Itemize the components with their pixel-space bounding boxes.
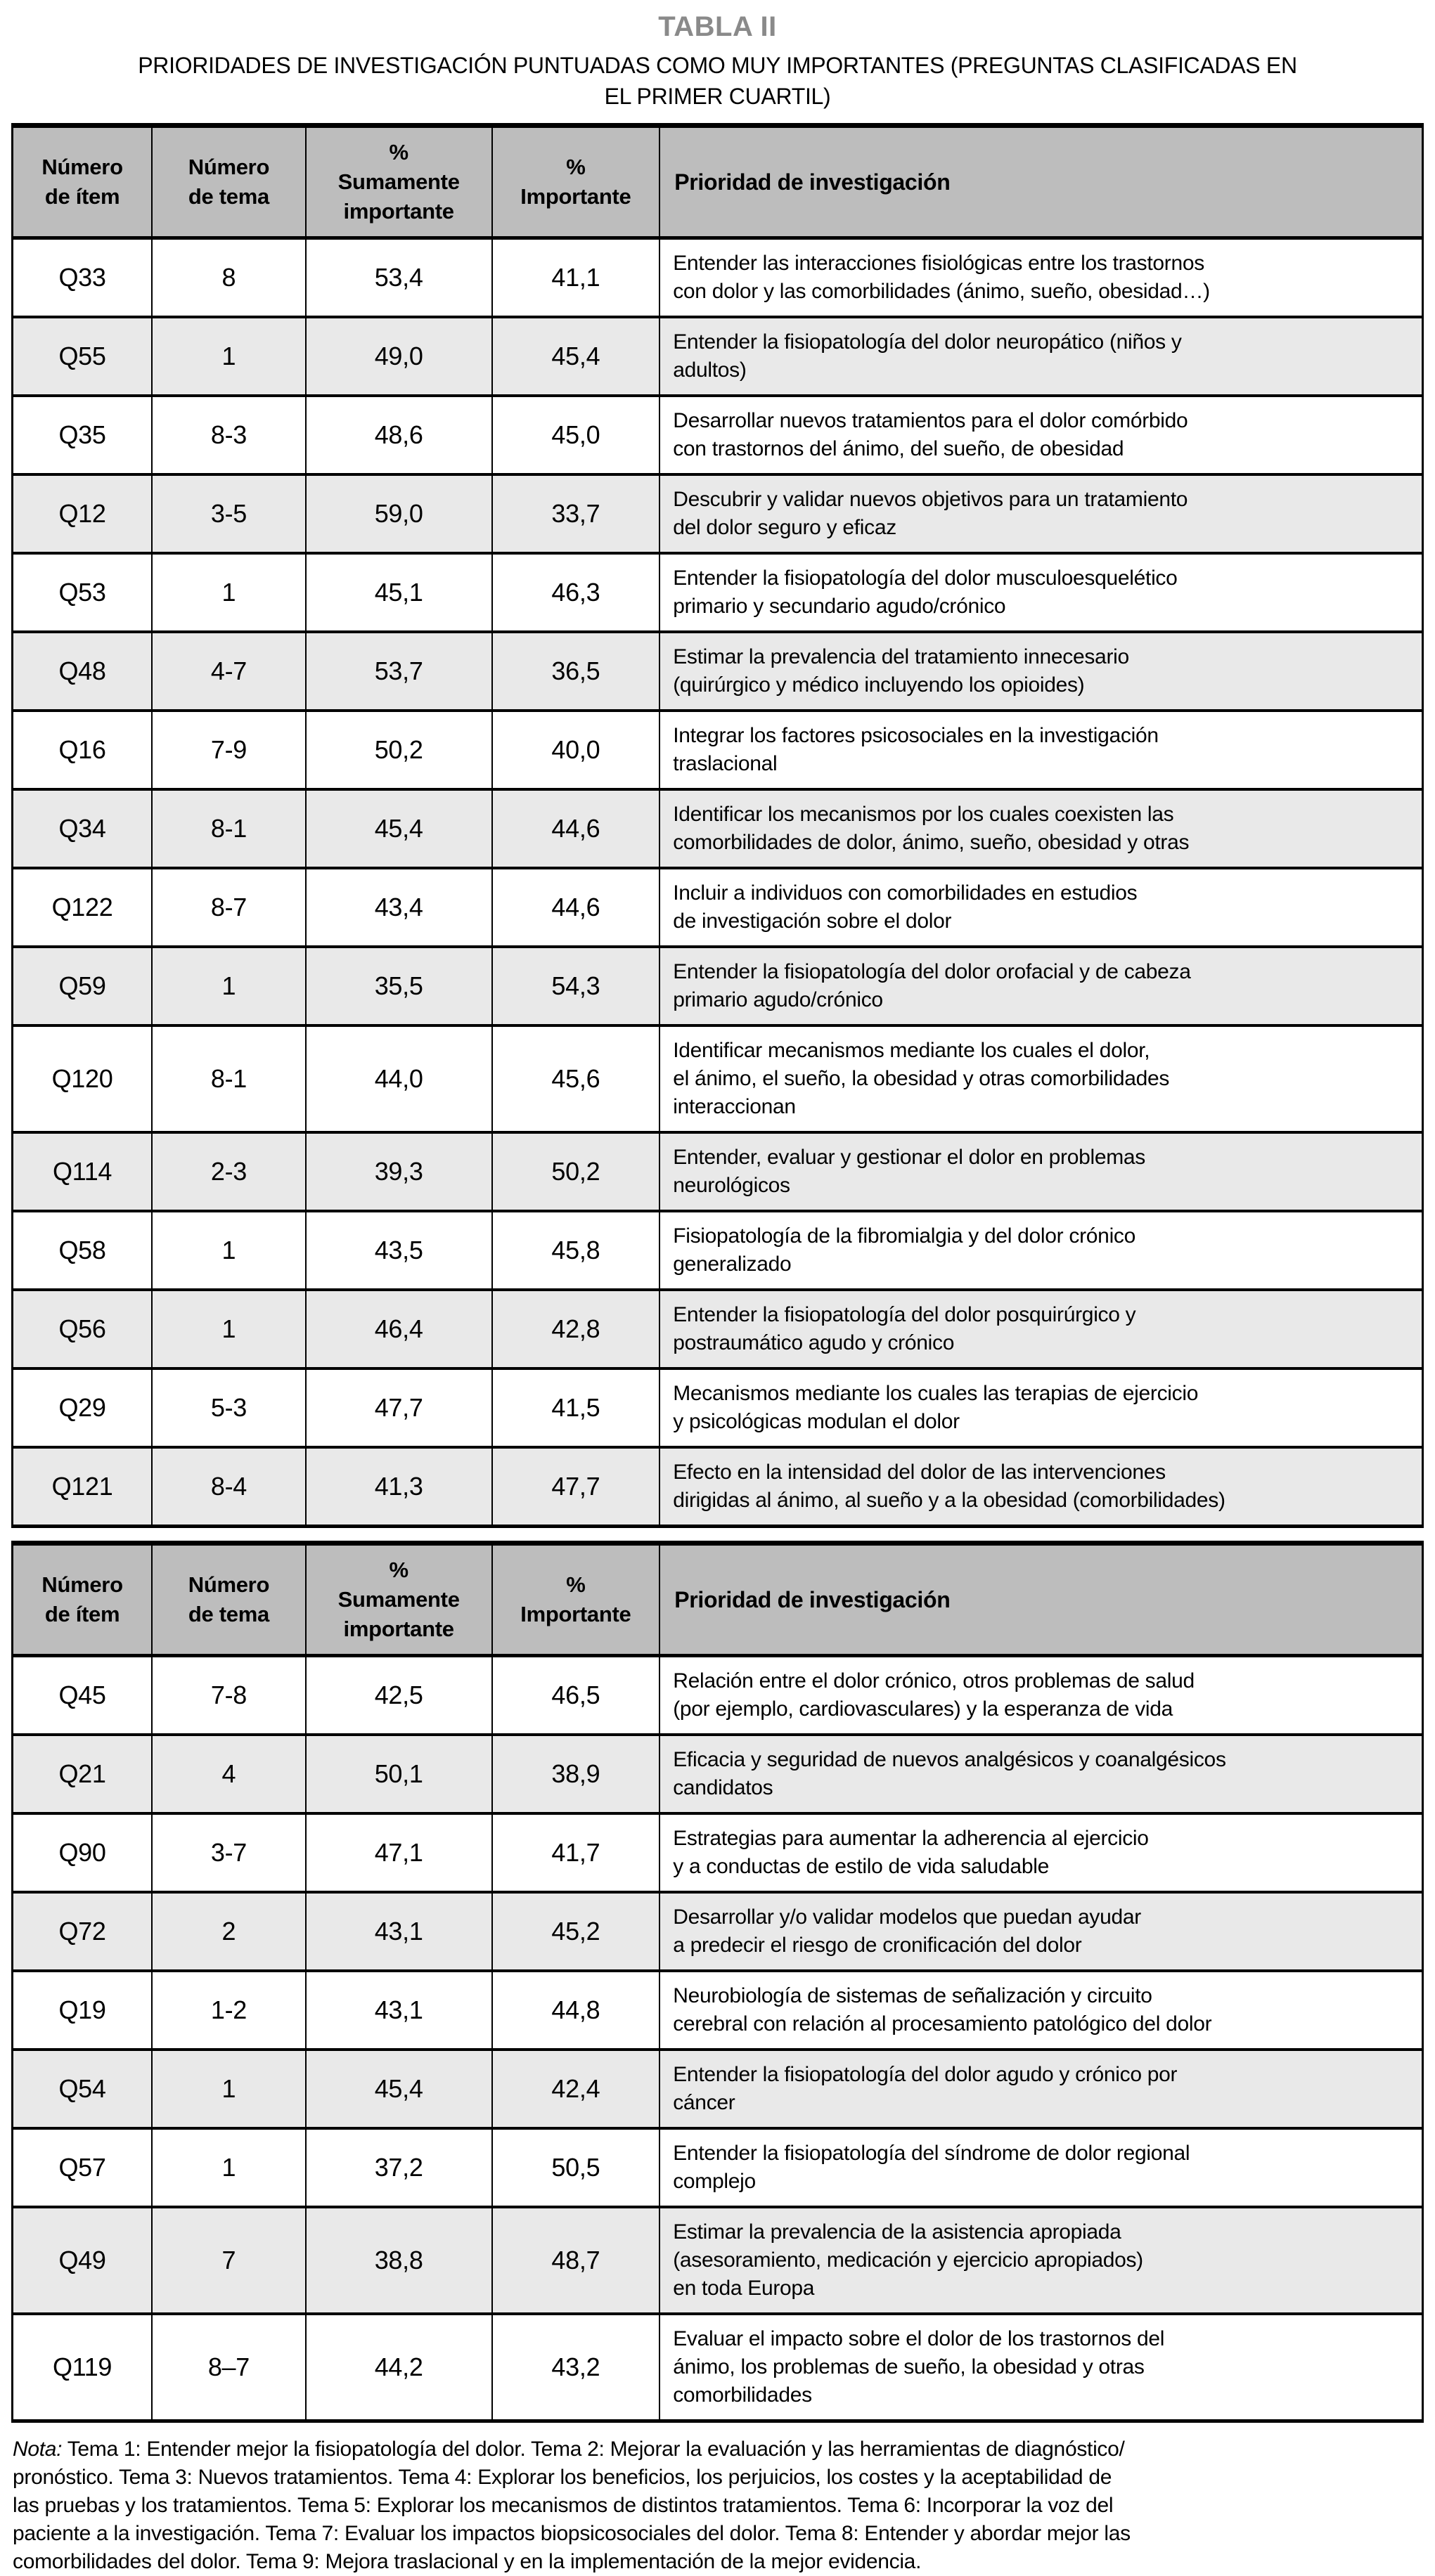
table-row [13, 1132, 1423, 1211]
theme-number-cell: 8 [152, 238, 306, 318]
priority-text-line: de investigación sobre el dolor [673, 910, 952, 933]
priority-text-cell [659, 632, 1422, 711]
header-item-number-line: Número [41, 1572, 123, 1597]
priority-text-line: y a conductas de estilo de vida saludable [673, 1855, 1049, 1878]
item-number-cell: Q121 [13, 1447, 153, 1527]
priority-text-line: Descubrir y validar nuevos objetivos para un tratamiento [673, 488, 1188, 511]
table-row [13, 868, 1423, 947]
priority-text-line: postraumático agudo y crónico [673, 1331, 955, 1354]
importante-pct-cell: 50,2 [492, 1132, 660, 1211]
header-row [13, 126, 1423, 238]
item-number-cell: Q33 [13, 238, 153, 318]
priority-text-line: con trastornos del ánimo, del sueño, de obesidad [673, 437, 1124, 460]
theme-number-cell: 1 [152, 947, 306, 1025]
priority-text-line: Eficacia y seguridad de nuevos analgésicos y coanalgésicos [673, 1748, 1226, 1771]
theme-number-cell: 7 [152, 2207, 306, 2314]
priority-text-line: Entender las interacciones fisiológicas entre los trastornos [673, 252, 1204, 275]
priority-text-line: (por ejemplo, cardiovasculares) y la esperanza de vida [673, 1697, 1173, 1721]
note-text: Tema 1: Entender mejor la fisiopatología del dolor. Tema 2: Mejorar la evaluación y las herramientas de diagnóstico/ [67, 2438, 1125, 2461]
item-number-cell: Q49 [13, 2207, 153, 2314]
table-row [13, 1290, 1423, 1368]
importante-pct-cell: 50,5 [492, 2128, 660, 2207]
priority-text-line: Identificar mecanismos mediante los cuales el dolor, [673, 1039, 1150, 1062]
priority-text-cell [659, 1656, 1422, 1735]
note-line: comorbilidades del dolor. Tema 9: Mejora traslacional y en la implementación de la mejor evidencia. [13, 2550, 922, 2573]
sumamente-pct-cell: 43,1 [306, 1971, 492, 2050]
priority-text-cell [659, 238, 1422, 318]
priority-text-line: (quirúrgico y médico incluyendo los opioides) [673, 673, 1085, 697]
header-sumamente-pct-line: importante [343, 1617, 454, 1641]
table-row [13, 711, 1423, 789]
sumamente-pct-cell: 37,2 [306, 2128, 492, 2207]
table-row [13, 1368, 1423, 1447]
theme-number-cell: 7-8 [152, 1656, 306, 1735]
sumamente-pct-cell: 44,0 [306, 1025, 492, 1132]
item-number-cell: Q57 [13, 2128, 153, 2207]
priority-text-line: cáncer [673, 2091, 735, 2114]
item-number-cell: Q56 [13, 1290, 153, 1368]
theme-number-cell: 1-2 [152, 1971, 306, 2050]
priority-text-line: Fisiopatología de la fibromialgia y del dolor crónico [673, 1224, 1136, 1248]
table-note [13, 2435, 1422, 2576]
priority-text-cell [659, 2128, 1422, 2207]
table-row [13, 1735, 1423, 1813]
header-sumamente-pct-line: % [389, 140, 408, 164]
theme-number-cell: 7-9 [152, 711, 306, 789]
priority-text-line: comorbilidades [673, 2383, 812, 2407]
importante-pct-cell: 45,4 [492, 317, 660, 396]
table-row [13, 2314, 1423, 2421]
priority-text-cell [659, 2050, 1422, 2128]
sumamente-pct-cell: 35,5 [306, 947, 492, 1025]
page-subtitle-line-1: PRIORIDADES DE INVESTIGACIÓN PUNTUADAS COMO MUY IMPORTANTES (PREGUNTAS CLASIFICADAS EN [138, 53, 1297, 78]
item-number-cell: Q19 [13, 1971, 153, 2050]
priority-text-line: ánimo, los problemas de sueño, la obesidad y otras [673, 2355, 1145, 2378]
priority-text-line: Entender la fisiopatología del dolor posquirúrgico y [673, 1303, 1136, 1326]
priority-text-line: Entender la fisiopatología del dolor neuropático (niños y [673, 330, 1182, 354]
priority-text-line: complejo [673, 2170, 756, 2193]
page-subtitle-line-2: EL PRIMER CUARTIL) [604, 84, 831, 109]
header-sumamente-pct-line: Sumamente [337, 169, 460, 194]
priorities-table-part-1 [11, 123, 1424, 1528]
table-row [13, 317, 1423, 396]
table-row [13, 1447, 1423, 1527]
theme-number-cell: 3-5 [152, 474, 306, 553]
header-theme-number-line: Número [188, 1572, 270, 1597]
header-priority: Prioridad de investigación [659, 1543, 1422, 1656]
header-theme-number [152, 126, 306, 238]
page [0, 11, 1435, 2573]
priority-text-line: candidatos [673, 1776, 773, 1799]
table-row [13, 1211, 1423, 1290]
priority-text-line: a predecir el riesgo de cronificación del dolor [673, 1934, 1082, 1957]
table-row [13, 1813, 1423, 1892]
priority-text-line: Desarrollar nuevos tratamientos para el dolor comórbido [673, 409, 1188, 432]
importante-pct-cell: 33,7 [492, 474, 660, 553]
item-number-cell: Q53 [13, 553, 153, 632]
theme-number-cell: 1 [152, 553, 306, 632]
page-subtitle [0, 50, 1435, 112]
sumamente-pct-cell: 49,0 [306, 317, 492, 396]
priority-text-cell [659, 1735, 1422, 1813]
priority-text-line: adultos) [673, 358, 747, 382]
priority-text-line: Entender la fisiopatología del dolor orofacial y de cabeza [673, 960, 1191, 983]
priority-text-cell [659, 1447, 1422, 1527]
priority-text-line: Efecto en la intensidad del dolor de las intervenciones [673, 1461, 1166, 1484]
theme-number-cell: 4 [152, 1735, 306, 1813]
header-importante-pct-line: Importante [520, 184, 631, 209]
tables-container [11, 123, 1424, 2423]
note-line: paciente a la investigación. Tema 7: Evaluar los impactos biopsicosociales del dolor. Tema 8: Entender y abordar mejor las [13, 2522, 1131, 2545]
table-row [13, 474, 1423, 553]
header-sumamente-pct-line: Sumamente [337, 1587, 460, 1612]
importante-pct-cell: 40,0 [492, 711, 660, 789]
item-number-cell: Q45 [13, 1656, 153, 1735]
priority-text-cell [659, 711, 1422, 789]
header-importante-pct-line: % [566, 1572, 586, 1597]
priority-text-line: Desarrollar y/o validar modelos que puedan ayudar [673, 1905, 1141, 1929]
sumamente-pct-cell: 50,1 [306, 1735, 492, 1813]
sumamente-pct-cell: 45,1 [306, 553, 492, 632]
header-item-number [13, 1543, 153, 1656]
priority-text-line: cerebral con relación al procesamiento patológico del dolor [673, 2012, 1212, 2035]
table-row [13, 2128, 1423, 2207]
header-importante-pct [492, 126, 660, 238]
priority-text-line: generalizado [673, 1253, 792, 1276]
header-priority: Prioridad de investigación [659, 126, 1422, 238]
table-row [13, 553, 1423, 632]
priority-text-line: Entender, evaluar y gestionar el dolor en problemas [673, 1146, 1146, 1169]
priority-text-cell [659, 1025, 1422, 1132]
header-theme-number-line: de tema [188, 184, 269, 209]
priority-text-cell [659, 1813, 1422, 1892]
priority-text-line: neurológicos [673, 1174, 790, 1197]
item-number-cell: Q119 [13, 2314, 153, 2421]
priority-text-line: Estrategias para aumentar la adherencia al ejercicio [673, 1827, 1149, 1850]
item-number-cell: Q120 [13, 1025, 153, 1132]
priority-text-line: con dolor y las comorbilidades (ánimo, sueño, obesidad…) [673, 280, 1210, 303]
theme-number-cell: 5-3 [152, 1368, 306, 1447]
header-item-number-line: Número [41, 155, 123, 179]
importante-pct-cell: 44,8 [492, 1971, 660, 2050]
priority-text-line: traslacional [673, 752, 778, 775]
note-line: pronóstico. Tema 3: Nuevos tratamientos. Tema 4: Explorar los beneficios, los perjuicios, los costes y la aceptabilidad de [13, 2466, 1112, 2489]
item-number-cell: Q58 [13, 1211, 153, 1290]
header-item-number-line: de ítem [44, 184, 120, 209]
importante-pct-cell: 36,5 [492, 632, 660, 711]
importante-pct-cell: 48,7 [492, 2207, 660, 2314]
item-number-cell: Q16 [13, 711, 153, 789]
table-row [13, 1656, 1423, 1735]
importante-pct-cell: 43,2 [492, 2314, 660, 2421]
priority-text-line: Entender la fisiopatología del síndrome de dolor regional [673, 2142, 1190, 2165]
priority-text-line: y psicológicas modulan el dolor [673, 1410, 960, 1433]
header-importante-pct-line: Importante [520, 1602, 631, 1626]
sumamente-pct-cell: 50,2 [306, 711, 492, 789]
item-number-cell: Q90 [13, 1813, 153, 1892]
priority-text-cell [659, 947, 1422, 1025]
table-row [13, 396, 1423, 474]
sumamente-pct-cell: 45,4 [306, 2050, 492, 2128]
priority-text-cell [659, 553, 1422, 632]
sumamente-pct-cell: 53,4 [306, 238, 492, 318]
importante-pct-cell: 41,1 [492, 238, 660, 318]
sumamente-pct-cell: 46,4 [306, 1290, 492, 1368]
theme-number-cell: 2 [152, 1892, 306, 1971]
theme-number-cell: 1 [152, 1211, 306, 1290]
importante-pct-cell: 45,0 [492, 396, 660, 474]
header-importante-pct [492, 1543, 660, 1656]
sumamente-pct-cell: 53,7 [306, 632, 492, 711]
importante-pct-cell: 45,6 [492, 1025, 660, 1132]
theme-number-cell: 1 [152, 2050, 306, 2128]
importante-pct-cell: 41,5 [492, 1368, 660, 1447]
item-number-cell: Q21 [13, 1735, 153, 1813]
priority-text-line: Incluir a individuos con comorbilidades en estudios [673, 881, 1138, 905]
item-number-cell: Q48 [13, 632, 153, 711]
header-theme-number-line: Número [188, 155, 270, 179]
sumamente-pct-cell: 41,3 [306, 1447, 492, 1527]
priority-text-line: el ánimo, el sueño, la obesidad y otras comorbilidades [673, 1067, 1170, 1090]
priorities-table-part-2 [11, 1541, 1424, 2423]
priority-text-line: comorbilidades de dolor, ánimo, sueño, obesidad y otras [673, 831, 1190, 854]
sumamente-pct-cell: 59,0 [306, 474, 492, 553]
priority-text-line: Estimar la prevalencia de la asistencia apropiada [673, 2220, 1121, 2244]
priority-text-line: interaccionan [673, 1095, 796, 1118]
importante-pct-cell: 44,6 [492, 789, 660, 868]
sumamente-pct-cell: 48,6 [306, 396, 492, 474]
importante-pct-cell: 42,8 [492, 1290, 660, 1368]
sumamente-pct-cell: 47,7 [306, 1368, 492, 1447]
priority-text-cell [659, 1971, 1422, 2050]
sumamente-pct-cell: 44,2 [306, 2314, 492, 2421]
item-number-cell: Q12 [13, 474, 153, 553]
priority-text-cell [659, 317, 1422, 396]
table-row [13, 1971, 1423, 2050]
table-row [13, 947, 1423, 1025]
theme-number-cell: 2-3 [152, 1132, 306, 1211]
priority-text-line: (asesoramiento, medicación y ejercicio apropiados) [673, 2248, 1143, 2272]
header-item-number [13, 126, 153, 238]
item-number-cell: Q72 [13, 1892, 153, 1971]
priority-text-cell [659, 474, 1422, 553]
priority-text-line: Relación entre el dolor crónico, otros problemas de salud [673, 1669, 1195, 1692]
header-sumamente-pct-line: importante [343, 199, 454, 224]
importante-pct-cell: 54,3 [492, 947, 660, 1025]
theme-number-cell: 8-1 [152, 789, 306, 868]
header-importante-pct-line: % [566, 155, 586, 179]
table-row [13, 2050, 1423, 2128]
priority-text-line: primario agudo/crónico [673, 988, 883, 1011]
header-sumamente-pct [306, 1543, 492, 1656]
theme-number-cell: 8-7 [152, 868, 306, 947]
priority-text-line: Entender la fisiopatología del dolor agudo y crónico por [673, 2063, 1178, 2086]
priority-text-line: Entender la fisiopatología del dolor musculoesquelético [673, 567, 1178, 590]
item-number-cell: Q35 [13, 396, 153, 474]
importante-pct-cell: 44,6 [492, 868, 660, 947]
importante-pct-cell: 41,7 [492, 1813, 660, 1892]
importante-pct-cell: 38,9 [492, 1735, 660, 1813]
item-number-cell: Q59 [13, 947, 153, 1025]
table-row [13, 1892, 1423, 1971]
table-row [13, 632, 1423, 711]
priority-text-line: Evaluar el impacto sobre el dolor de los trastornos del [673, 2327, 1165, 2350]
priority-text-cell [659, 1211, 1422, 1290]
header-sumamente-pct [306, 126, 492, 238]
theme-number-cell: 1 [152, 1290, 306, 1368]
table-row [13, 1025, 1423, 1132]
page-title: TABLA II [658, 11, 777, 42]
note-line [13, 2435, 1422, 2464]
sumamente-pct-cell: 43,5 [306, 1211, 492, 1290]
sumamente-pct-cell: 47,1 [306, 1813, 492, 1892]
item-number-cell: Q29 [13, 1368, 153, 1447]
sumamente-pct-cell: 39,3 [306, 1132, 492, 1211]
item-number-cell: Q54 [13, 2050, 153, 2128]
table-row [13, 2207, 1423, 2314]
priority-text-line: primario y secundario agudo/crónico [673, 595, 1006, 618]
item-number-cell: Q114 [13, 1132, 153, 1211]
priority-text-line: en toda Europa [673, 2277, 815, 2300]
theme-number-cell: 8-4 [152, 1447, 306, 1527]
priority-text-line: Neurobiología de sistemas de señalización y circuito [673, 1984, 1152, 2007]
importante-pct-cell: 45,2 [492, 1892, 660, 1971]
table-row [13, 238, 1423, 318]
theme-number-cell: 1 [152, 2128, 306, 2207]
sumamente-pct-cell: 38,8 [306, 2207, 492, 2314]
priority-text-cell [659, 1368, 1422, 1447]
priority-text-cell [659, 2314, 1422, 2421]
priority-text-cell [659, 1892, 1422, 1971]
sumamente-pct-cell: 45,4 [306, 789, 492, 868]
header-theme-number [152, 1543, 306, 1656]
theme-number-cell: 8–7 [152, 2314, 306, 2421]
importante-pct-cell: 46,5 [492, 1656, 660, 1735]
priority-text-line: dirigidas al ánimo, al sueño y a la obesidad (comorbilidades) [673, 1489, 1225, 1512]
importante-pct-cell: 42,4 [492, 2050, 660, 2128]
priority-text-line: del dolor seguro y eficaz [673, 516, 896, 539]
priority-text-line: Identificar los mecanismos por los cuales coexisten las [673, 803, 1174, 826]
priority-text-cell [659, 396, 1422, 474]
importante-pct-cell: 45,8 [492, 1211, 660, 1290]
sumamente-pct-cell: 43,1 [306, 1892, 492, 1971]
priority-text-cell [659, 789, 1422, 868]
theme-number-cell: 1 [152, 317, 306, 396]
item-number-cell: Q122 [13, 868, 153, 947]
theme-number-cell: 4-7 [152, 632, 306, 711]
priority-text-cell [659, 1132, 1422, 1211]
header-theme-number-line: de tema [188, 1602, 269, 1626]
item-number-cell: Q34 [13, 789, 153, 868]
header-row [13, 1543, 1423, 1656]
note-label: Nota: [13, 2438, 63, 2461]
priority-text-cell [659, 2207, 1422, 2314]
priority-text-cell [659, 868, 1422, 947]
theme-number-cell: 8-3 [152, 396, 306, 474]
table-row [13, 789, 1423, 868]
sumamente-pct-cell: 42,5 [306, 1656, 492, 1735]
priority-text-cell [659, 1290, 1422, 1368]
item-number-cell: Q55 [13, 317, 153, 396]
priority-text-line: Estimar la prevalencia del tratamiento innecesario [673, 645, 1129, 668]
theme-number-cell: 3-7 [152, 1813, 306, 1892]
sumamente-pct-cell: 43,4 [306, 868, 492, 947]
priority-text-line: Mecanismos mediante los cuales las terapias de ejercicio [673, 1382, 1199, 1405]
note-line: las pruebas y los tratamientos. Tema 5: Explorar los mecanismos de distintos tratamientos. Tema 6: Incorporar la voz del [13, 2494, 1114, 2517]
theme-number-cell: 8-1 [152, 1025, 306, 1132]
importante-pct-cell: 47,7 [492, 1447, 660, 1527]
priority-text-line: Integrar los factores psicosociales en la investigación [673, 724, 1159, 747]
importante-pct-cell: 46,3 [492, 553, 660, 632]
header-item-number-line: de ítem [44, 1602, 120, 1626]
header-sumamente-pct-line: % [389, 1558, 408, 1582]
